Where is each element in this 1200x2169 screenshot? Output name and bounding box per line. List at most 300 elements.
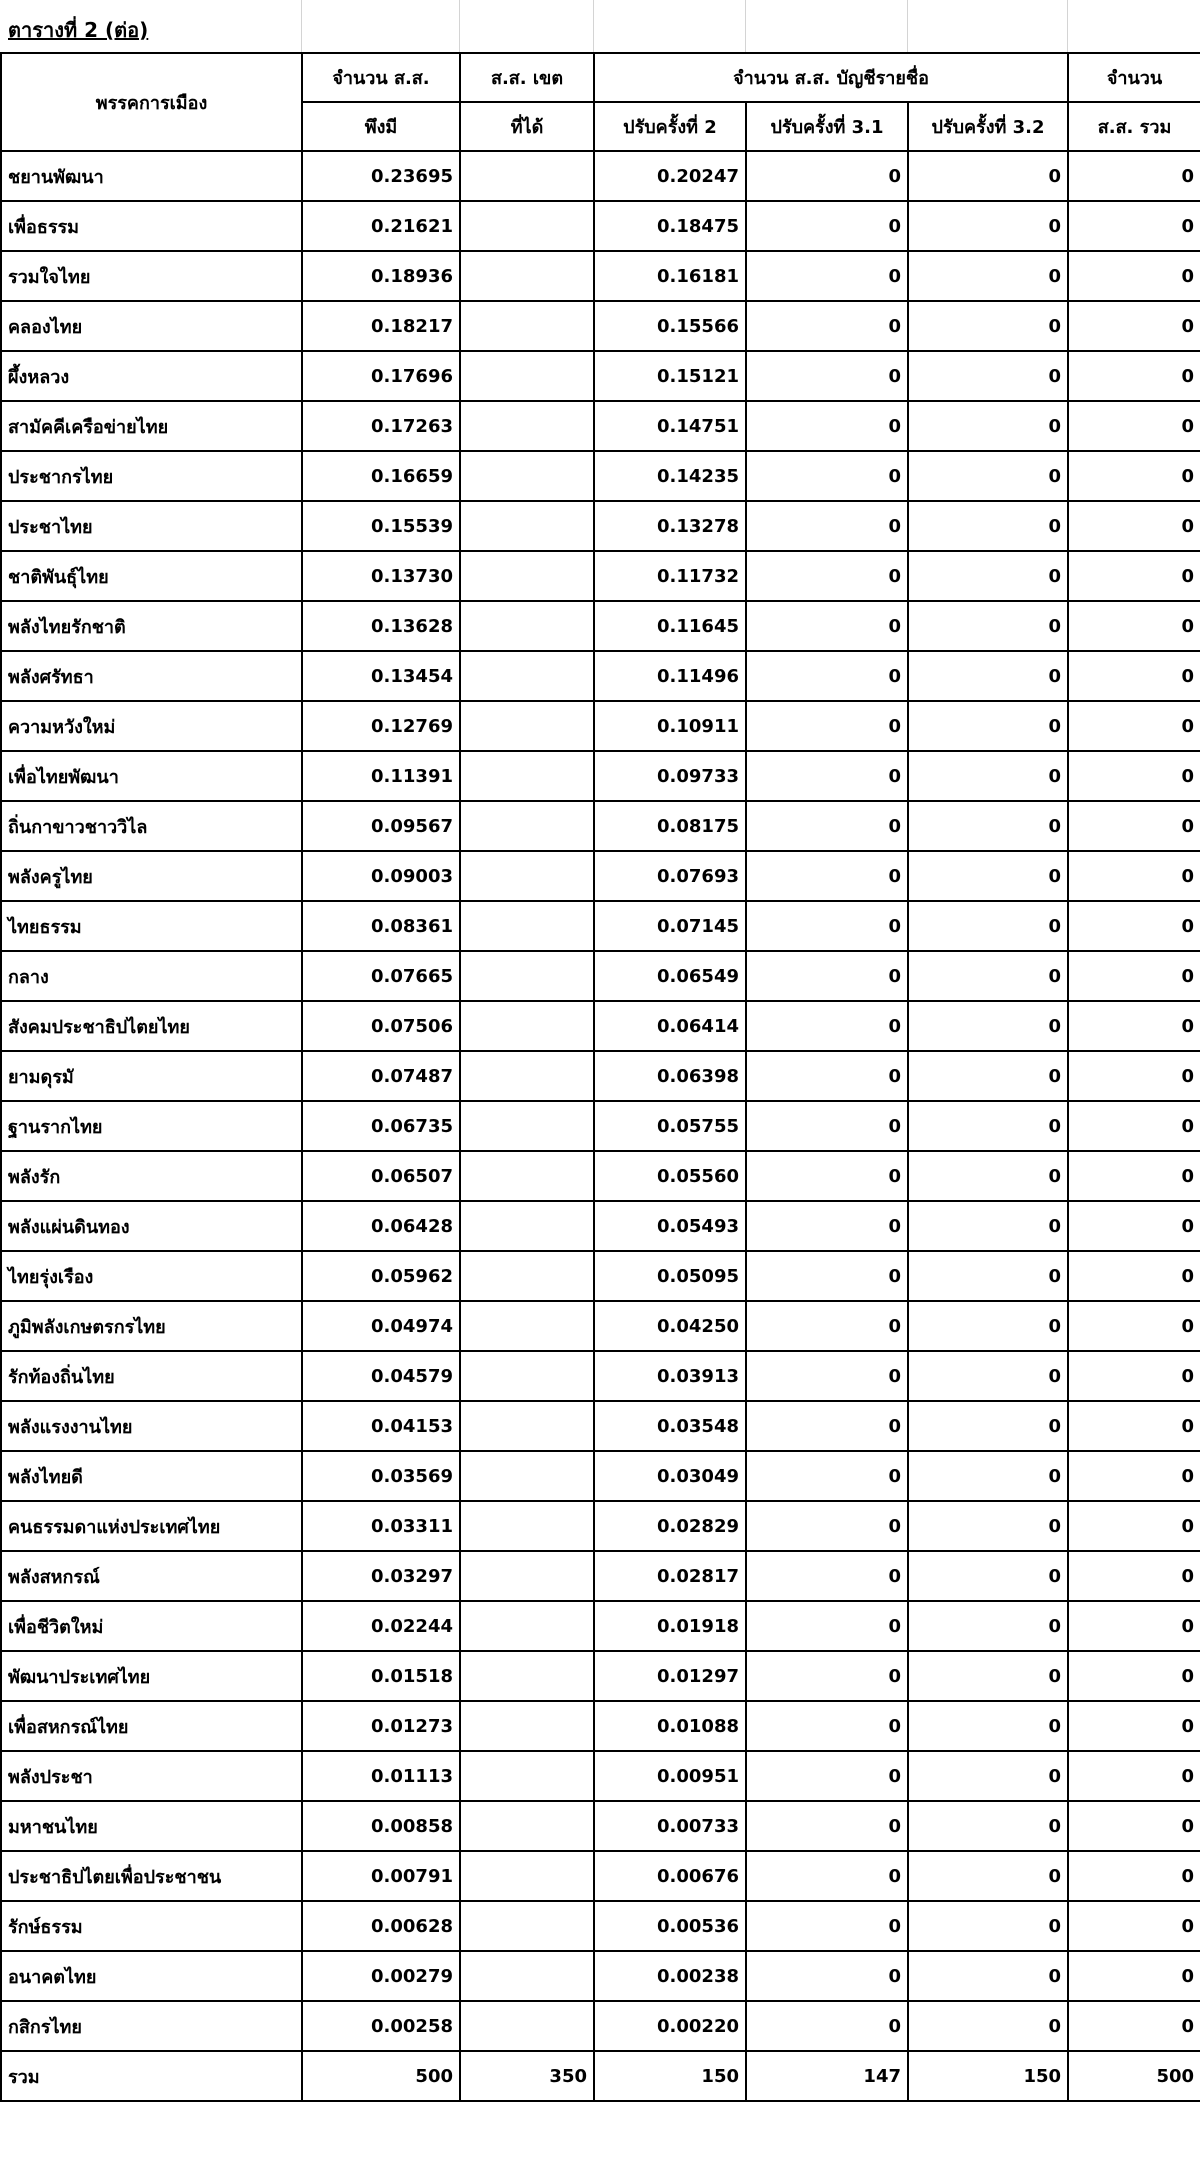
list-adj2-cell: 0.14751 bbox=[594, 401, 746, 451]
table-row bbox=[1, 1201, 1200, 1251]
total-seats-cell: 0 bbox=[1068, 301, 1200, 351]
constituency-won-cell bbox=[460, 1151, 594, 1201]
list-adj31-cell: 0 bbox=[746, 351, 908, 401]
entitled-seats-cell: 0.21621 bbox=[302, 201, 460, 251]
entitled-seats-cell: 0.18217 bbox=[302, 301, 460, 351]
party-name-cell: คนธรรมดาแห่งประเทศไทย bbox=[1, 1501, 302, 1551]
party-name-cell: ถิ่นกาขาวชาววิไล bbox=[1, 801, 302, 851]
party-name-cell: ไทยรุ่งเรือง bbox=[1, 1251, 302, 1301]
total-seats-cell: 0 bbox=[1068, 1851, 1200, 1901]
total-seats-cell: 0 bbox=[1068, 1601, 1200, 1651]
party-name-cell: รักท้องถิ่นไทย bbox=[1, 1351, 302, 1401]
grid-line bbox=[1067, 0, 1068, 52]
constituency-won-cell bbox=[460, 151, 594, 201]
header-total-line1: จำนวน bbox=[1068, 53, 1200, 102]
table-row bbox=[1, 1251, 1200, 1301]
entitled-seats-cell: 0.00279 bbox=[302, 1951, 460, 2001]
list-adj32-cell: 0 bbox=[908, 1401, 1068, 1451]
list-adj32-cell: 0 bbox=[908, 901, 1068, 951]
list-adj2-cell: 0.02817 bbox=[594, 1551, 746, 1601]
party-name-cell: ผึ้งหลวง bbox=[1, 351, 302, 401]
list-adj2-cell: 0.09733 bbox=[594, 751, 746, 801]
list-adj2-cell: 0.05560 bbox=[594, 1151, 746, 1201]
party-name-cell: รักษ์ธรรม bbox=[1, 1901, 302, 1951]
list-adj32-cell: 0 bbox=[908, 1651, 1068, 1701]
entitled-seats-cell: 0.17696 bbox=[302, 351, 460, 401]
header-adj2: ปรับครั้งที่ 2 bbox=[594, 102, 746, 151]
total-seats-cell: 0 bbox=[1068, 1151, 1200, 1201]
list-adj2-cell: 0.01297 bbox=[594, 1651, 746, 1701]
entitled-seats-cell: 0.04974 bbox=[302, 1301, 460, 1351]
total-seats-cell: 0 bbox=[1068, 1751, 1200, 1801]
header-row bbox=[1, 53, 1200, 102]
list-adj32-cell: 0 bbox=[908, 851, 1068, 901]
party-name-cell: พลังประชา bbox=[1, 1751, 302, 1801]
table-row bbox=[1, 901, 1200, 951]
list-adj32-cell: 0 bbox=[908, 1701, 1068, 1751]
party-name-cell: ความหวังใหม่ bbox=[1, 701, 302, 751]
total-seats-cell: 0 bbox=[1068, 1551, 1200, 1601]
table-row bbox=[1, 651, 1200, 701]
party-name-cell: สังคมประชาธิปไตยไทย bbox=[1, 1001, 302, 1051]
list-adj32-cell: 0 bbox=[908, 701, 1068, 751]
constituency-won-cell bbox=[460, 1401, 594, 1451]
constituency-won-cell bbox=[460, 801, 594, 851]
list-adj32-cell: 0 bbox=[908, 1551, 1068, 1601]
list-adj31-cell: 0 bbox=[746, 1201, 908, 1251]
list-adj2-cell: 0.03913 bbox=[594, 1351, 746, 1401]
table-row bbox=[1, 551, 1200, 601]
entitled-seats-cell: 0.15539 bbox=[302, 501, 460, 551]
total-seats-cell: 0 bbox=[1068, 851, 1200, 901]
total-seats-cell: 0 bbox=[1068, 1801, 1200, 1851]
header-adj32: ปรับครั้งที่ 3.2 bbox=[908, 102, 1068, 151]
table-row bbox=[1, 1901, 1200, 1951]
totals-won-cell: 350 bbox=[460, 2051, 594, 2101]
list-adj31-cell: 0 bbox=[746, 2001, 908, 2051]
total-seats-cell: 0 bbox=[1068, 151, 1200, 201]
constituency-won-cell bbox=[460, 401, 594, 451]
constituency-won-cell bbox=[460, 751, 594, 801]
list-adj31-cell: 0 bbox=[746, 1751, 908, 1801]
table-row bbox=[1, 1151, 1200, 1201]
totals-label-cell: รวม bbox=[1, 2051, 302, 2101]
list-adj2-cell: 0.13278 bbox=[594, 501, 746, 551]
grid-line bbox=[907, 0, 908, 52]
header-total-line2: ส.ส. รวม bbox=[1068, 102, 1200, 151]
table-row bbox=[1, 1751, 1200, 1801]
totals-adj31-cell: 147 bbox=[746, 2051, 908, 2101]
party-name-cell: เพื่อธรรม bbox=[1, 201, 302, 251]
list-adj31-cell: 0 bbox=[746, 751, 908, 801]
entitled-seats-cell: 0.00628 bbox=[302, 1901, 460, 1951]
constituency-won-cell bbox=[460, 1751, 594, 1801]
constituency-won-cell bbox=[460, 501, 594, 551]
list-adj31-cell: 0 bbox=[746, 551, 908, 601]
list-adj32-cell: 0 bbox=[908, 1751, 1068, 1801]
list-adj32-cell: 0 bbox=[908, 1601, 1068, 1651]
table-row bbox=[1, 951, 1200, 1001]
entitled-seats-cell: 0.00258 bbox=[302, 2001, 460, 2051]
total-seats-cell: 0 bbox=[1068, 1951, 1200, 2001]
entitled-seats-cell: 0.16659 bbox=[302, 451, 460, 501]
constituency-won-cell bbox=[460, 201, 594, 251]
list-adj2-cell: 0.06549 bbox=[594, 951, 746, 1001]
list-adj2-cell: 0.16181 bbox=[594, 251, 746, 301]
entitled-seats-cell: 0.07487 bbox=[302, 1051, 460, 1101]
party-name-cell: ยามดุรมั bbox=[1, 1051, 302, 1101]
list-adj31-cell: 0 bbox=[746, 1051, 908, 1101]
constituency-won-cell bbox=[460, 1301, 594, 1351]
total-seats-cell: 0 bbox=[1068, 801, 1200, 851]
list-adj2-cell: 0.00536 bbox=[594, 1901, 746, 1951]
total-seats-cell: 0 bbox=[1068, 1651, 1200, 1701]
list-adj2-cell: 0.06414 bbox=[594, 1001, 746, 1051]
total-seats-cell: 0 bbox=[1068, 201, 1200, 251]
list-adj31-cell: 0 bbox=[746, 1551, 908, 1601]
entitled-seats-cell: 0.03297 bbox=[302, 1551, 460, 1601]
party-name-cell: พลังสหกรณ์ bbox=[1, 1551, 302, 1601]
party-name-cell: คลองไทย bbox=[1, 301, 302, 351]
party-name-cell: พลังแผ่นดินทอง bbox=[1, 1201, 302, 1251]
total-seats-cell: 0 bbox=[1068, 901, 1200, 951]
party-name-cell: อนาคตไทย bbox=[1, 1951, 302, 2001]
list-adj2-cell: 0.11645 bbox=[594, 601, 746, 651]
party-name-cell: เพื่อชีวิตใหม่ bbox=[1, 1601, 302, 1651]
list-adj32-cell: 0 bbox=[908, 1451, 1068, 1501]
grid-line bbox=[745, 0, 746, 52]
list-adj31-cell: 0 bbox=[746, 1501, 908, 1551]
entitled-seats-cell: 0.06507 bbox=[302, 1151, 460, 1201]
grid-line bbox=[593, 0, 594, 52]
entitled-seats-cell: 0.07506 bbox=[302, 1001, 460, 1051]
party-name-cell: ชยานพัฒนา bbox=[1, 151, 302, 201]
table-row bbox=[1, 151, 1200, 201]
table-row bbox=[1, 1001, 1200, 1051]
party-name-cell: พลังครูไทย bbox=[1, 851, 302, 901]
header-won-line1: ส.ส. เขต bbox=[460, 53, 594, 102]
party-name-cell: ประชาธิปไตยเพื่อประชาชน bbox=[1, 1851, 302, 1901]
totals-row bbox=[1, 2051, 1200, 2101]
totals-adj2-cell: 150 bbox=[594, 2051, 746, 2101]
party-name-cell: ชาติพันธุ์ไทย bbox=[1, 551, 302, 601]
entitled-seats-cell: 0.00858 bbox=[302, 1801, 460, 1851]
list-adj2-cell: 0.15121 bbox=[594, 351, 746, 401]
totals-entitled-cell: 500 bbox=[302, 2051, 460, 2101]
party-name-cell: เพื่อสหกรณ์ไทย bbox=[1, 1701, 302, 1751]
list-adj31-cell: 0 bbox=[746, 251, 908, 301]
list-adj31-cell: 0 bbox=[746, 501, 908, 551]
total-seats-cell: 0 bbox=[1068, 751, 1200, 801]
entitled-seats-cell: 0.07665 bbox=[302, 951, 460, 1001]
total-seats-cell: 0 bbox=[1068, 951, 1200, 1001]
table-row bbox=[1, 1051, 1200, 1101]
total-seats-cell: 0 bbox=[1068, 1401, 1200, 1451]
list-adj32-cell: 0 bbox=[908, 401, 1068, 451]
table-row bbox=[1, 451, 1200, 501]
totals-adj32-cell: 150 bbox=[908, 2051, 1068, 2101]
table-row bbox=[1, 401, 1200, 451]
list-adj2-cell: 0.00676 bbox=[594, 1851, 746, 1901]
list-adj32-cell: 0 bbox=[908, 751, 1068, 801]
list-adj2-cell: 0.15566 bbox=[594, 301, 746, 351]
total-seats-cell: 0 bbox=[1068, 1001, 1200, 1051]
list-adj32-cell: 0 bbox=[908, 1801, 1068, 1851]
entitled-seats-cell: 0.13628 bbox=[302, 601, 460, 651]
table-row bbox=[1, 1951, 1200, 2001]
constituency-won-cell bbox=[460, 1801, 594, 1851]
total-seats-cell: 0 bbox=[1068, 1301, 1200, 1351]
total-seats-cell: 0 bbox=[1068, 1201, 1200, 1251]
list-adj32-cell: 0 bbox=[908, 551, 1068, 601]
list-adj31-cell: 0 bbox=[746, 1301, 908, 1351]
party-name-cell: พลังไทยดี bbox=[1, 1451, 302, 1501]
entitled-seats-cell: 0.02244 bbox=[302, 1601, 460, 1651]
list-adj31-cell: 0 bbox=[746, 1151, 908, 1201]
table-row bbox=[1, 701, 1200, 751]
list-adj31-cell: 0 bbox=[746, 451, 908, 501]
list-adj2-cell: 0.14235 bbox=[594, 451, 746, 501]
list-adj31-cell: 0 bbox=[746, 901, 908, 951]
constituency-won-cell bbox=[460, 951, 594, 1001]
list-adj2-cell: 0.10911 bbox=[594, 701, 746, 751]
list-adj31-cell: 0 bbox=[746, 1101, 908, 1151]
party-name-cell: ภูมิพลังเกษตรกรไทย bbox=[1, 1301, 302, 1351]
table-row bbox=[1, 501, 1200, 551]
party-name-cell: พลังไทยรักชาติ bbox=[1, 601, 302, 651]
list-adj2-cell: 0.02829 bbox=[594, 1501, 746, 1551]
list-adj31-cell: 0 bbox=[746, 1951, 908, 2001]
total-seats-cell: 0 bbox=[1068, 1251, 1200, 1301]
list-adj32-cell: 0 bbox=[908, 451, 1068, 501]
list-adj31-cell: 0 bbox=[746, 1601, 908, 1651]
party-name-cell: กสิกรไทย bbox=[1, 2001, 302, 2051]
party-name-cell: พลังแรงงานไทย bbox=[1, 1401, 302, 1451]
list-adj31-cell: 0 bbox=[746, 401, 908, 451]
entitled-seats-cell: 0.06428 bbox=[302, 1201, 460, 1251]
constituency-won-cell bbox=[460, 1051, 594, 1101]
table-row bbox=[1, 1651, 1200, 1701]
list-adj31-cell: 0 bbox=[746, 1401, 908, 1451]
list-adj2-cell: 0.05493 bbox=[594, 1201, 746, 1251]
table-row bbox=[1, 1401, 1200, 1451]
constituency-won-cell bbox=[460, 701, 594, 751]
list-adj32-cell: 0 bbox=[908, 2001, 1068, 2051]
constituency-won-cell bbox=[460, 2001, 594, 2051]
header-won-line2: ที่ได้ bbox=[460, 102, 594, 151]
list-adj32-cell: 0 bbox=[908, 1251, 1068, 1301]
constituency-won-cell bbox=[460, 1001, 594, 1051]
table-row bbox=[1, 1551, 1200, 1601]
table-row bbox=[1, 801, 1200, 851]
table-row bbox=[1, 1501, 1200, 1551]
constituency-won-cell bbox=[460, 301, 594, 351]
constituency-won-cell bbox=[460, 351, 594, 401]
list-adj31-cell: 0 bbox=[746, 151, 908, 201]
total-seats-cell: 0 bbox=[1068, 1101, 1200, 1151]
table-row bbox=[1, 251, 1200, 301]
list-adj2-cell: 0.00238 bbox=[594, 1951, 746, 2001]
list-adj2-cell: 0.11732 bbox=[594, 551, 746, 601]
list-adj2-cell: 0.03049 bbox=[594, 1451, 746, 1501]
list-adj31-cell: 0 bbox=[746, 1801, 908, 1851]
table-row bbox=[1, 1601, 1200, 1651]
party-seat-table bbox=[0, 52, 1200, 2102]
list-adj31-cell: 0 bbox=[746, 801, 908, 851]
list-adj31-cell: 0 bbox=[746, 1701, 908, 1751]
party-name-cell: ประชาไทย bbox=[1, 501, 302, 551]
list-adj32-cell: 0 bbox=[908, 501, 1068, 551]
constituency-won-cell bbox=[460, 1501, 594, 1551]
list-adj32-cell: 0 bbox=[908, 251, 1068, 301]
entitled-seats-cell: 0.23695 bbox=[302, 151, 460, 201]
entitled-seats-cell: 0.01518 bbox=[302, 1651, 460, 1701]
list-adj32-cell: 0 bbox=[908, 601, 1068, 651]
party-name-cell: เพื่อไทยพัฒนา bbox=[1, 751, 302, 801]
list-adj2-cell: 0.18475 bbox=[594, 201, 746, 251]
constituency-won-cell bbox=[460, 1251, 594, 1301]
list-adj32-cell: 0 bbox=[908, 1901, 1068, 1951]
list-adj32-cell: 0 bbox=[908, 151, 1068, 201]
table-row bbox=[1, 751, 1200, 801]
entitled-seats-cell: 0.08361 bbox=[302, 901, 460, 951]
party-name-cell: ไทยธรรม bbox=[1, 901, 302, 951]
constituency-won-cell bbox=[460, 1451, 594, 1501]
list-adj2-cell: 0.01088 bbox=[594, 1701, 746, 1751]
list-adj2-cell: 0.01918 bbox=[594, 1601, 746, 1651]
grid-line bbox=[459, 0, 460, 52]
constituency-won-cell bbox=[460, 1601, 594, 1651]
list-adj2-cell: 0.11496 bbox=[594, 651, 746, 701]
constituency-won-cell bbox=[460, 1201, 594, 1251]
list-adj2-cell: 0.20247 bbox=[594, 151, 746, 201]
list-adj32-cell: 0 bbox=[908, 1201, 1068, 1251]
list-adj2-cell: 0.04250 bbox=[594, 1301, 746, 1351]
list-adj32-cell: 0 bbox=[908, 1101, 1068, 1151]
list-adj2-cell: 0.08175 bbox=[594, 801, 746, 851]
list-adj2-cell: 0.00733 bbox=[594, 1801, 746, 1851]
list-adj2-cell: 0.05755 bbox=[594, 1101, 746, 1151]
constituency-won-cell bbox=[460, 1551, 594, 1601]
totals-total-cell: 500 bbox=[1068, 2051, 1200, 2101]
party-name-cell: สามัคคีเครือข่ายไทย bbox=[1, 401, 302, 451]
list-adj31-cell: 0 bbox=[746, 1351, 908, 1401]
constituency-won-cell bbox=[460, 251, 594, 301]
total-seats-cell: 0 bbox=[1068, 251, 1200, 301]
total-seats-cell: 0 bbox=[1068, 401, 1200, 451]
party-name-cell: พลังศรัทธา bbox=[1, 651, 302, 701]
list-adj31-cell: 0 bbox=[746, 851, 908, 901]
table-row bbox=[1, 201, 1200, 251]
party-name-cell: กลาง bbox=[1, 951, 302, 1001]
total-seats-cell: 0 bbox=[1068, 551, 1200, 601]
list-adj32-cell: 0 bbox=[908, 951, 1068, 1001]
constituency-won-cell bbox=[460, 1101, 594, 1151]
constituency-won-cell bbox=[460, 1951, 594, 2001]
total-seats-cell: 0 bbox=[1068, 601, 1200, 651]
list-adj31-cell: 0 bbox=[746, 601, 908, 651]
entitled-seats-cell: 0.09567 bbox=[302, 801, 460, 851]
table-row bbox=[1, 351, 1200, 401]
list-adj31-cell: 0 bbox=[746, 1851, 908, 1901]
table-row bbox=[1, 2001, 1200, 2051]
party-name-cell: ฐานรากไทย bbox=[1, 1101, 302, 1151]
entitled-seats-cell: 0.04153 bbox=[302, 1401, 460, 1451]
list-adj31-cell: 0 bbox=[746, 1651, 908, 1701]
list-adj2-cell: 0.05095 bbox=[594, 1251, 746, 1301]
table-row bbox=[1, 1301, 1200, 1351]
total-seats-cell: 0 bbox=[1068, 2001, 1200, 2051]
list-adj2-cell: 0.06398 bbox=[594, 1051, 746, 1101]
header-entitled-line2: พึงมี bbox=[302, 102, 460, 151]
list-adj32-cell: 0 bbox=[908, 1951, 1068, 2001]
party-name-cell: ประชากรไทย bbox=[1, 451, 302, 501]
table-row bbox=[1, 1451, 1200, 1501]
table-row bbox=[1, 1701, 1200, 1751]
table-row bbox=[1, 301, 1200, 351]
total-seats-cell: 0 bbox=[1068, 1451, 1200, 1501]
list-adj32-cell: 0 bbox=[908, 801, 1068, 851]
list-adj2-cell: 0.00951 bbox=[594, 1751, 746, 1801]
list-adj2-cell: 0.07145 bbox=[594, 901, 746, 951]
total-seats-cell: 0 bbox=[1068, 1351, 1200, 1401]
list-adj32-cell: 0 bbox=[908, 651, 1068, 701]
constituency-won-cell bbox=[460, 1701, 594, 1751]
list-adj2-cell: 0.00220 bbox=[594, 2001, 746, 2051]
list-adj31-cell: 0 bbox=[746, 1001, 908, 1051]
entitled-seats-cell: 0.03311 bbox=[302, 1501, 460, 1551]
header-list-group: จำนวน ส.ส. บัญชีรายชื่อ bbox=[594, 53, 1068, 102]
table-row bbox=[1, 1101, 1200, 1151]
table-row bbox=[1, 601, 1200, 651]
header-adj31: ปรับครั้งที่ 3.1 bbox=[746, 102, 908, 151]
constituency-won-cell bbox=[460, 451, 594, 501]
list-adj31-cell: 0 bbox=[746, 201, 908, 251]
total-seats-cell: 0 bbox=[1068, 1701, 1200, 1751]
table-row bbox=[1, 851, 1200, 901]
constituency-won-cell bbox=[460, 1351, 594, 1401]
total-seats-cell: 0 bbox=[1068, 501, 1200, 551]
entitled-seats-cell: 0.00791 bbox=[302, 1851, 460, 1901]
list-adj32-cell: 0 bbox=[908, 1001, 1068, 1051]
list-adj31-cell: 0 bbox=[746, 951, 908, 1001]
total-seats-cell: 0 bbox=[1068, 1901, 1200, 1951]
list-adj31-cell: 0 bbox=[746, 1901, 908, 1951]
list-adj32-cell: 0 bbox=[908, 1501, 1068, 1551]
entitled-seats-cell: 0.12769 bbox=[302, 701, 460, 751]
list-adj32-cell: 0 bbox=[908, 301, 1068, 351]
constituency-won-cell bbox=[460, 651, 594, 701]
constituency-won-cell bbox=[460, 1851, 594, 1901]
list-adj32-cell: 0 bbox=[908, 1301, 1068, 1351]
entitled-seats-cell: 0.01273 bbox=[302, 1701, 460, 1751]
constituency-won-cell bbox=[460, 551, 594, 601]
party-name-cell: มหาชนไทย bbox=[1, 1801, 302, 1851]
total-seats-cell: 0 bbox=[1068, 351, 1200, 401]
total-seats-cell: 0 bbox=[1068, 451, 1200, 501]
table-row bbox=[1, 1351, 1200, 1401]
entitled-seats-cell: 0.11391 bbox=[302, 751, 460, 801]
entitled-seats-cell: 0.06735 bbox=[302, 1101, 460, 1151]
table-title: ตารางที่ 2 (ต่อ) bbox=[8, 18, 149, 42]
list-adj32-cell: 0 bbox=[908, 201, 1068, 251]
entitled-seats-cell: 0.01113 bbox=[302, 1751, 460, 1801]
list-adj31-cell: 0 bbox=[746, 1251, 908, 1301]
party-name-cell: รวมใจไทย bbox=[1, 251, 302, 301]
list-adj2-cell: 0.03548 bbox=[594, 1401, 746, 1451]
constituency-won-cell bbox=[460, 1901, 594, 1951]
entitled-seats-cell: 0.17263 bbox=[302, 401, 460, 451]
